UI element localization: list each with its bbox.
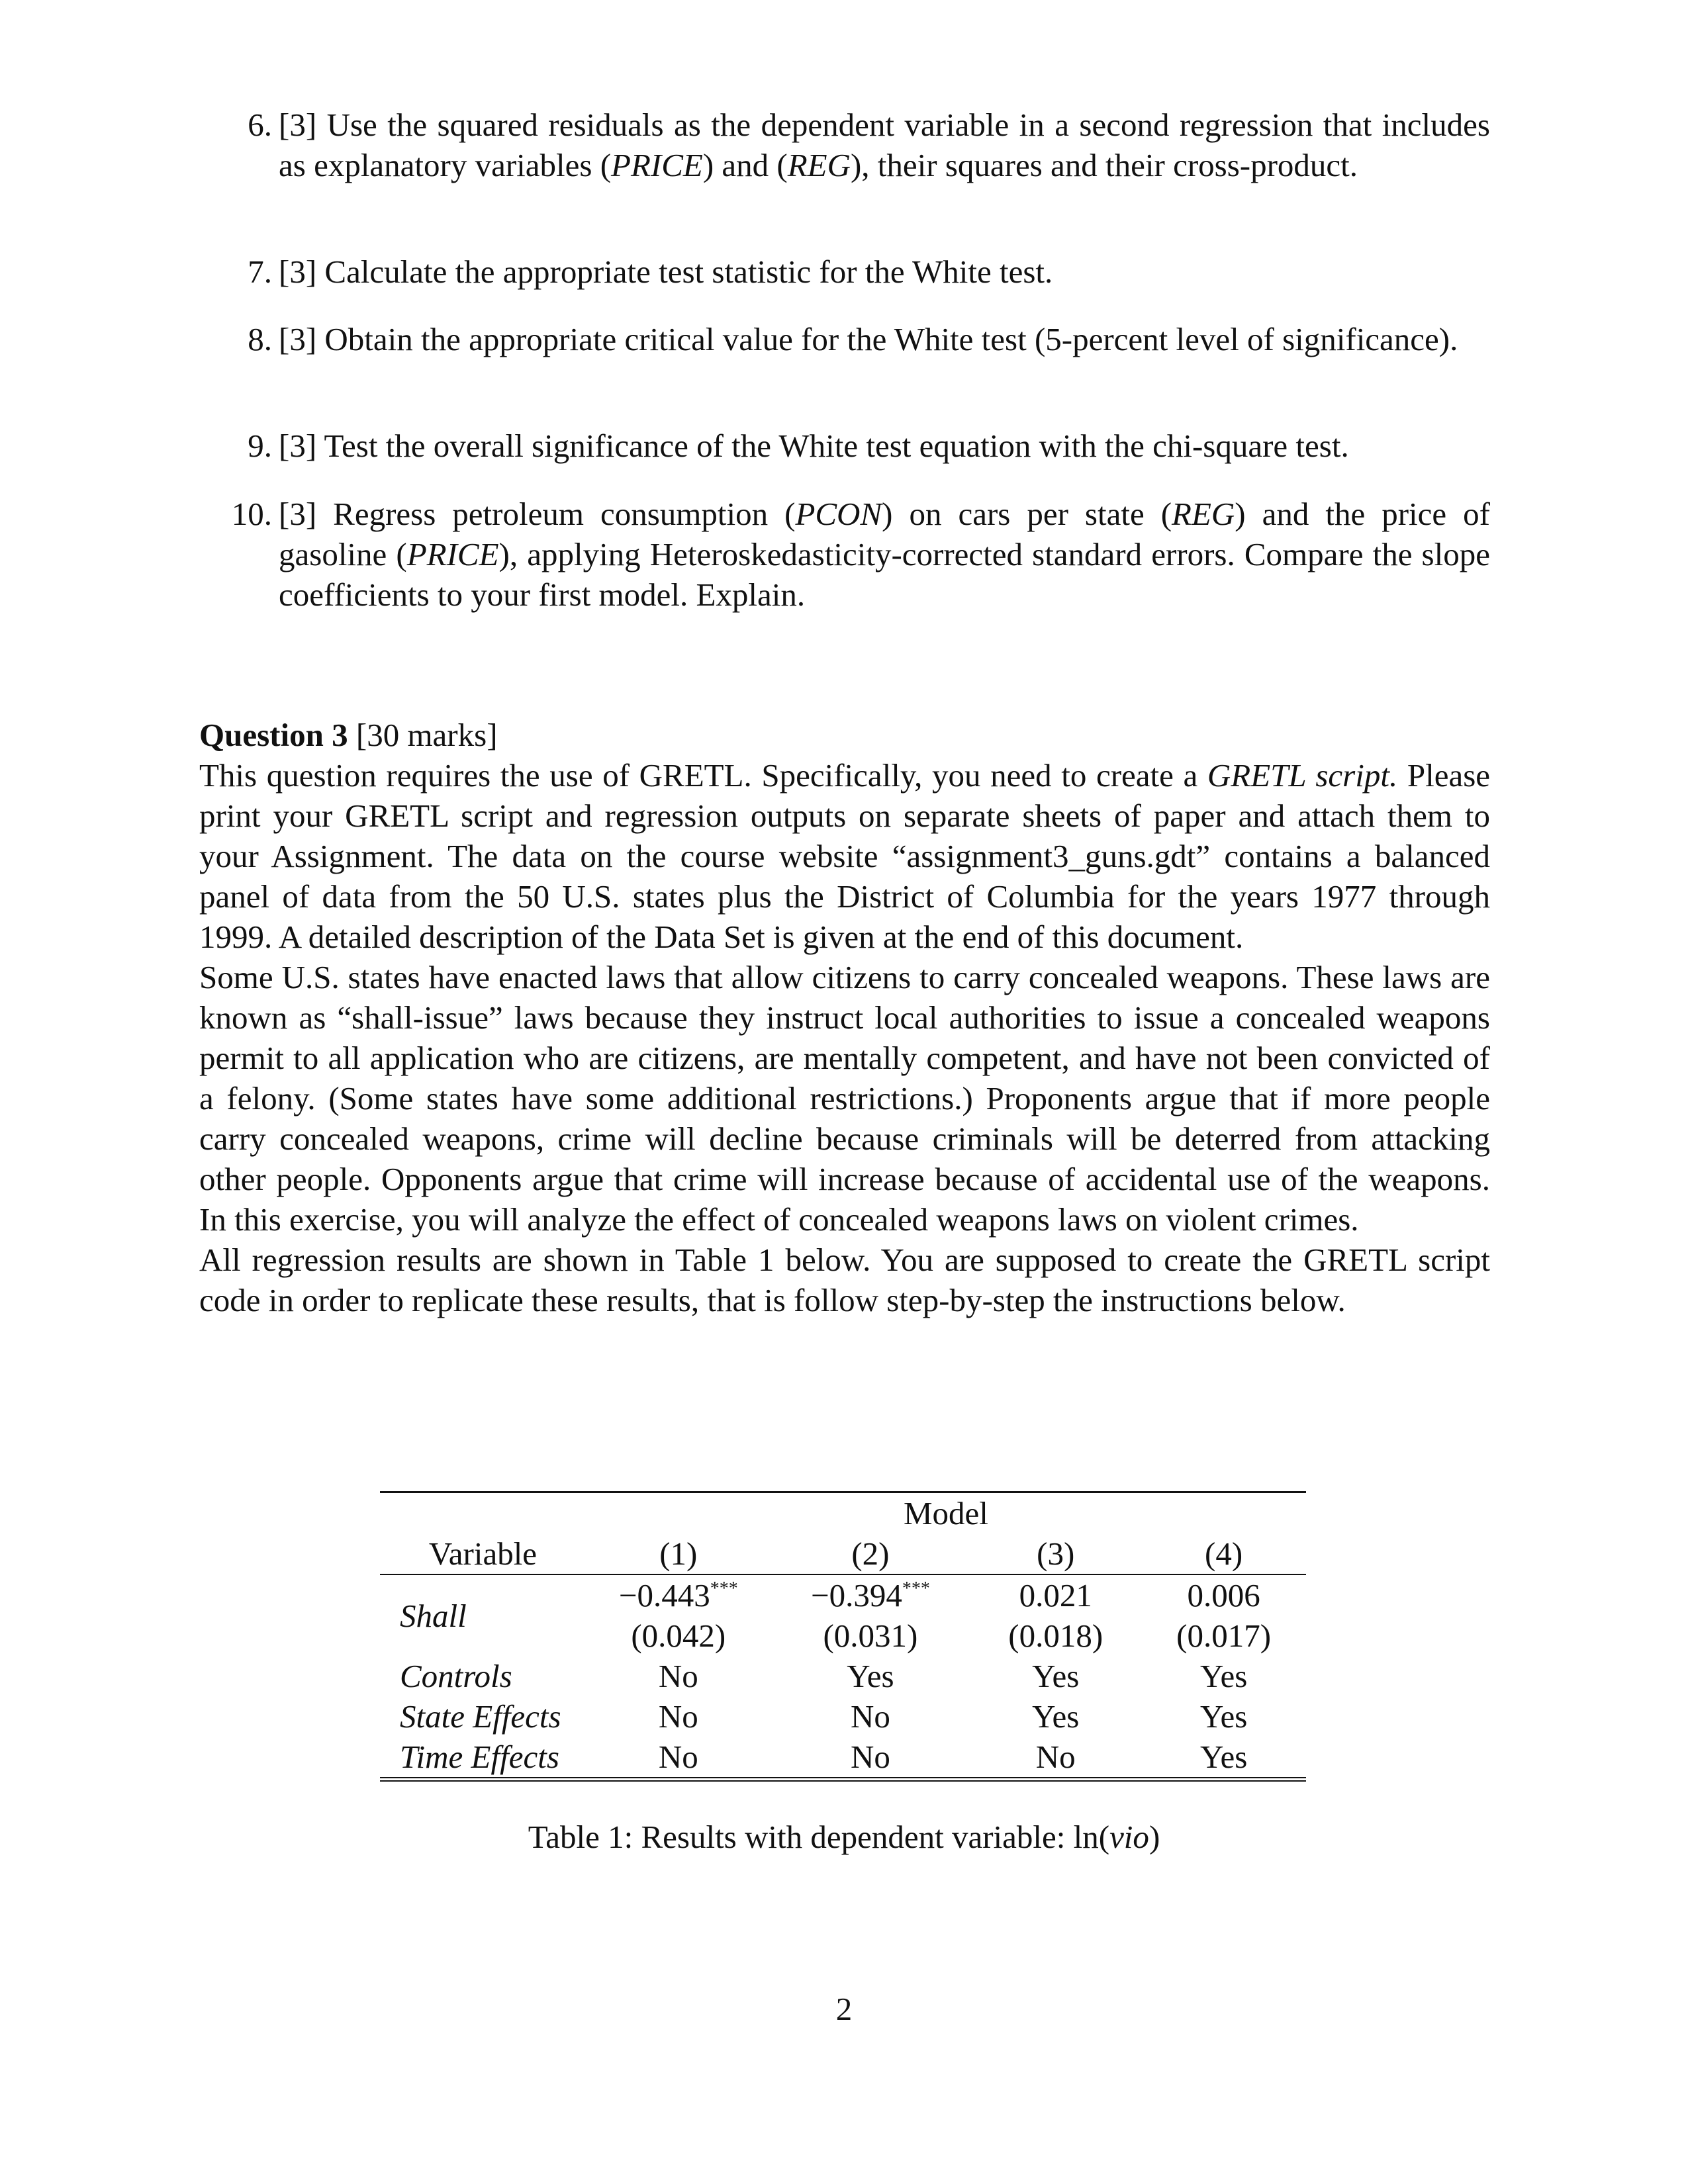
- se-cell: (0.017): [1176, 1617, 1272, 1654]
- text-segment: ) and (: [702, 147, 788, 183]
- row-label-shall: Shall: [400, 1597, 467, 1634]
- coef: −0.394: [810, 1577, 902, 1614]
- variable-header: Variable: [380, 1533, 586, 1574]
- results-table: [380, 1491, 1306, 1782]
- text-segment: Please print your GRETL script and regression outputs on separate sheets of paper and attach them to your Assignment. The data on the course website “assignment3_guns.gdt” contains a balanced panel of data from the 50 U.S. states plus the District of Columbia for the years 1977 through 1999. A detailed description of the Data Set is given at the end of this document.: [199, 757, 1491, 955]
- cell: No: [658, 1658, 698, 1694]
- item-text: [279, 321, 1458, 357]
- paragraph: [199, 1240, 1490, 1320]
- text-segment: ), applying Heteroskedasticity-corrected standard errors. Compare the slope coefficients to your first model. Explain.: [279, 536, 1490, 613]
- text-segment: [3] Regress petroleum consumption (: [279, 496, 796, 532]
- italic-text: REG: [1172, 496, 1235, 532]
- cell: Yes: [1032, 1698, 1080, 1735]
- row-label: Time Effects: [380, 1737, 586, 1780]
- text-segment: All regression results are shown in Table 1 below. You are supposed to create the GRETL script code in order to replicate these results, that is follow step-by-step the instructions below.: [199, 1242, 1490, 1318]
- column-header: (4): [1141, 1533, 1306, 1574]
- coef: −0.443: [618, 1577, 710, 1614]
- question-item-10: [231, 494, 1490, 615]
- column-header: (3): [970, 1533, 1141, 1574]
- cell: Yes: [1141, 1737, 1306, 1780]
- text-segment: [3] Obtain the appropriate critical value for the White test (5-percent level of significance).: [279, 321, 1458, 357]
- cell: No: [771, 1737, 970, 1780]
- cell: No: [586, 1737, 771, 1780]
- row-label: Controls: [400, 1658, 512, 1694]
- question-item-9: [248, 426, 1490, 466]
- paragraph: [199, 755, 1490, 957]
- question-title: Question 3: [199, 717, 348, 753]
- model-header: Model: [586, 1492, 1306, 1534]
- coef-cell: [1141, 1574, 1306, 1615]
- item-text: [279, 253, 1053, 290]
- italic-text: PRICE: [406, 536, 499, 572]
- question-3-section: [199, 715, 1490, 1320]
- column-header: (2): [771, 1533, 970, 1574]
- paragraph: [199, 957, 1490, 1240]
- column-header: (1): [586, 1533, 771, 1574]
- coef: 0.006: [1187, 1577, 1260, 1614]
- cell: No: [970, 1737, 1141, 1780]
- coef-cell: [586, 1574, 771, 1615]
- italic-text: PRICE: [611, 147, 703, 183]
- stars: ***: [902, 1578, 930, 1599]
- italic-text: REG: [787, 147, 851, 183]
- text-segment: [3] Use the squared residuals as the dependent variable in a second regression that includes as explanatory variables (: [279, 107, 1490, 183]
- item-text: [279, 496, 1490, 613]
- item-text: [279, 107, 1490, 183]
- cell: Yes: [1032, 1658, 1080, 1694]
- page-number: 2: [835, 1991, 853, 2027]
- text-segment: This question requires the use of GRETL. Specifically, you need to create a: [199, 757, 1207, 794]
- question-marks: [30 marks]: [355, 717, 498, 753]
- question-item-6: [248, 105, 1490, 185]
- coef: 0.021: [1019, 1577, 1092, 1614]
- item-number: 7.: [248, 253, 272, 290]
- se-cell: (0.018): [1008, 1617, 1103, 1654]
- italic-text: PCON: [795, 496, 882, 532]
- coef-cell: [970, 1574, 1141, 1615]
- caption-variable: vio: [1109, 1819, 1149, 1855]
- text-segment: Some U.S. states have enacted laws that allow citizens to carry concealed weapons. These laws are known as “shall-issue” laws because they instruct local authorities to issue a concealed weapons permit to all application who are citizens, are mentally competent, and have not been convicted of a felony. (Some states have some additional restrictions.) Proponents argue that if more people carry concealed weapons, crime will decline because criminals will be deterred from attacking other people. Opponents argue that crime will increase because of accidental use of the weapons. In this exercise, you will analyze the effect of concealed weapons laws on violent crimes.: [199, 959, 1490, 1238]
- cell: Yes: [847, 1658, 894, 1694]
- row-label: State Effects: [400, 1698, 561, 1735]
- cell: Yes: [1199, 1698, 1248, 1735]
- item-text: [279, 428, 1349, 464]
- item-number: 9.: [248, 428, 272, 464]
- cell: Yes: [1199, 1658, 1248, 1694]
- caption-text: Table 1: Results with dependent variable: ln(: [528, 1819, 1110, 1855]
- stars: ***: [710, 1578, 738, 1599]
- text-segment: [3] Calculate the appropriate test statistic for the White test.: [279, 253, 1053, 290]
- se-cell: (0.042): [631, 1617, 726, 1654]
- text-segment: ) and the price of gasoline (: [279, 496, 1490, 572]
- question-item-8: [248, 319, 1490, 359]
- item-number: 6.: [248, 107, 272, 143]
- caption-text: ): [1149, 1819, 1160, 1855]
- text-segment: ), their squares and their cross-product.: [850, 147, 1358, 183]
- text-segment: ) on cars per state (: [882, 496, 1172, 532]
- table-caption: [0, 1817, 1688, 1857]
- question-item-7: [248, 251, 1490, 292]
- cell: No: [850, 1698, 890, 1735]
- item-number: 10.: [231, 496, 272, 532]
- cell: No: [658, 1698, 698, 1735]
- italic-text: GRETL script.: [1207, 757, 1398, 794]
- text-segment: [3] Test the overall significance of the White test equation with the chi-square test.: [279, 428, 1349, 464]
- item-number: 8.: [248, 321, 272, 357]
- coef-cell: [771, 1574, 970, 1615]
- se-cell: (0.031): [823, 1617, 918, 1654]
